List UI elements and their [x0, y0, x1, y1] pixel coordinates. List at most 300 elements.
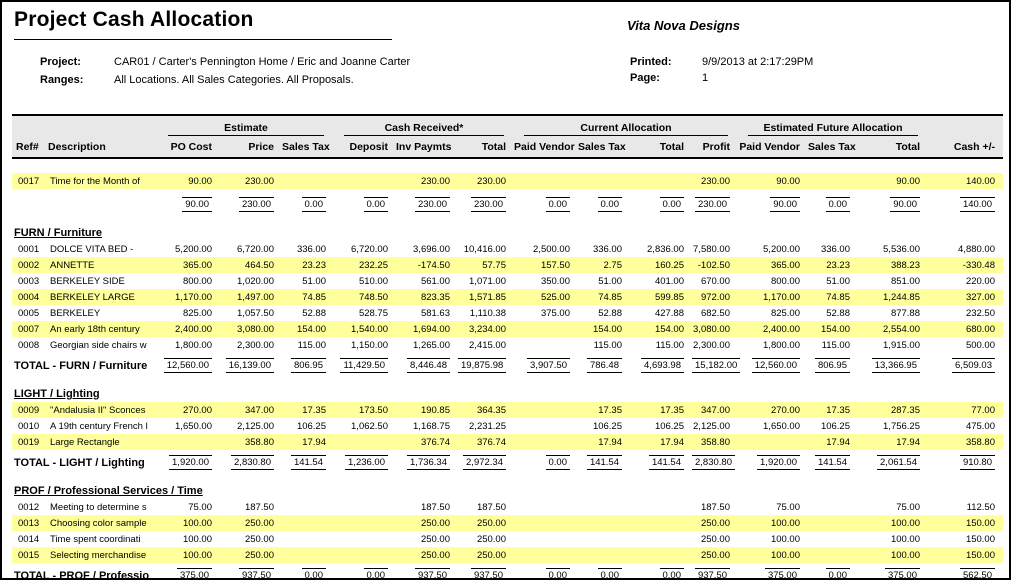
total-row	[12, 355, 1003, 376]
value-cell: 4,880.00	[958, 243, 995, 255]
ranges-label: Ranges:	[40, 74, 84, 86]
value-cell: 100.00	[182, 533, 212, 545]
value-cell: 250.00	[420, 533, 450, 545]
value-cell: 115.00	[593, 339, 622, 351]
value-cell: 2,231.25	[469, 420, 506, 432]
underlined-total: 13,366.95	[872, 358, 920, 373]
total-value-cell	[692, 358, 738, 373]
value-cell: 115.00	[655, 339, 684, 351]
underlined-total: 0.00	[598, 568, 623, 580]
value-cell: 376.74	[420, 436, 450, 448]
underlined-total: 2,830.80	[231, 455, 274, 470]
table-body	[12, 159, 1003, 580]
value-cell: 825.00	[770, 307, 800, 319]
value-cell: 100.00	[890, 549, 920, 561]
ref-cell: 0003	[18, 275, 40, 287]
value-cell: 230.00	[700, 175, 730, 187]
value-cell: 17.94	[826, 436, 850, 448]
total-value-cell	[396, 455, 458, 470]
value-cell: 74.85	[598, 291, 622, 303]
value-cell: 90.00	[776, 175, 800, 187]
ref-cell: 0014	[18, 533, 40, 545]
item-row	[12, 289, 1003, 305]
underlined-total: 375.00	[765, 568, 800, 580]
total-value-cell	[220, 455, 282, 470]
total-value-cell	[738, 358, 808, 373]
value-cell: 17.94	[598, 436, 622, 448]
col-sales-tax-current: Sales Tax	[578, 141, 626, 153]
total-value-cell	[858, 568, 928, 580]
value-cell: 187.50	[244, 501, 274, 513]
group-estimate: Estimate	[168, 122, 324, 136]
underlined-total: 90.00	[770, 197, 800, 212]
underlined-total: 4,693.98	[641, 358, 684, 373]
description-cell: BERKELEY	[50, 307, 101, 319]
total-value-cell	[514, 568, 578, 580]
underlined-total: 11,429.50	[340, 358, 388, 373]
value-cell: 475.00	[965, 420, 995, 432]
total-value-cell	[578, 197, 630, 212]
value-cell: 140.00	[965, 175, 995, 187]
group-current-allocation: Current Allocation	[524, 122, 728, 136]
total-value-cell	[396, 358, 458, 373]
value-cell: 2,400.00	[763, 323, 800, 335]
total-value-cell	[630, 358, 692, 373]
value-cell: 250.00	[476, 533, 506, 545]
underlined-total: 0.00	[546, 455, 571, 470]
value-cell: 250.00	[700, 517, 730, 529]
total-value-cell	[282, 455, 334, 470]
underlined-total: 0.00	[546, 197, 571, 212]
value-cell: 2,415.00	[469, 339, 506, 351]
value-cell: 464.50	[244, 259, 274, 271]
underlined-total: 19,875.98	[458, 358, 506, 373]
total-value-cell	[220, 197, 282, 212]
description-cell: BERKELEY SIDE	[50, 275, 125, 287]
total-label: TOTAL - FURN / Furniture	[14, 359, 148, 372]
value-cell: 10,416.00	[463, 243, 506, 255]
total-value-cell	[220, 358, 282, 373]
item-row	[12, 257, 1003, 273]
underlined-total: 6,509.03	[952, 358, 995, 373]
value-cell: 825.00	[182, 307, 212, 319]
total-value-cell	[458, 568, 514, 580]
report-title: Project Cash Allocation	[14, 8, 392, 40]
col-profit: Profit	[702, 141, 730, 153]
value-cell: 270.00	[182, 404, 212, 416]
underlined-total: 3,907.50	[527, 358, 570, 373]
value-cell: 154.00	[654, 323, 684, 335]
value-cell: 800.00	[182, 275, 212, 287]
value-cell: 100.00	[770, 517, 800, 529]
value-cell: 336.00	[592, 243, 622, 255]
value-cell: 347.00	[244, 404, 274, 416]
value-cell: 17.35	[302, 404, 326, 416]
total-value-cell	[858, 358, 928, 373]
underlined-total: 141.54	[649, 455, 684, 470]
description-cell: Choosing color sample	[50, 517, 147, 529]
value-cell: 2,300.00	[237, 339, 274, 351]
underlined-total: 8,446.48	[407, 358, 450, 373]
value-cell: 23.23	[302, 259, 326, 271]
value-cell: 115.00	[297, 339, 326, 351]
value-cell: 6,720.00	[237, 243, 274, 255]
value-cell: 2,554.00	[883, 323, 920, 335]
value-cell: 5,200.00	[175, 243, 212, 255]
value-cell: 1,540.00	[351, 323, 388, 335]
value-cell: 2.75	[603, 259, 622, 271]
total-value-cell	[928, 358, 1003, 373]
value-cell: 52.88	[598, 307, 622, 319]
value-cell: 500.00	[965, 339, 995, 351]
total-value-cell	[334, 568, 396, 580]
ref-cell: 0008	[18, 339, 40, 351]
value-cell: -102.50	[697, 259, 730, 271]
underlined-total: 0.00	[302, 568, 327, 580]
description-cell: BERKELEY LARGE	[50, 291, 135, 303]
value-cell: 173.50	[358, 404, 388, 416]
company-name: Vita Nova Designs	[627, 18, 740, 33]
total-value-cell	[514, 455, 578, 470]
value-cell: 6,720.00	[351, 243, 388, 255]
value-cell: 682.50	[700, 307, 730, 319]
value-cell: 599.85	[654, 291, 684, 303]
value-cell: 7,580.00	[693, 243, 730, 255]
total-value-cell	[158, 568, 220, 580]
value-cell: 680.00	[965, 323, 995, 335]
underlined-total: 230.00	[239, 197, 274, 212]
value-cell: 1,756.25	[883, 420, 920, 432]
value-cell: 1,650.00	[763, 420, 800, 432]
total-value-cell	[334, 455, 396, 470]
value-cell: 365.00	[770, 259, 800, 271]
value-cell: 250.00	[244, 517, 274, 529]
value-cell: 823.35	[420, 291, 450, 303]
total-value-cell	[396, 568, 458, 580]
value-cell: 106.25	[654, 420, 684, 432]
value-cell: -174.50	[417, 259, 450, 271]
spacer	[12, 189, 1003, 192]
value-cell: 51.00	[302, 275, 326, 287]
value-cell: 106.25	[296, 420, 326, 432]
value-cell: 510.00	[358, 275, 388, 287]
total-value-cell	[928, 568, 1003, 580]
item-row	[12, 305, 1003, 321]
project-label: Project:	[40, 56, 81, 68]
underlined-total: 230.00	[471, 197, 506, 212]
value-cell: 100.00	[890, 517, 920, 529]
underlined-total: 1,920.00	[757, 455, 800, 470]
value-cell: 2,400.00	[175, 323, 212, 335]
subtotal-row	[12, 194, 1003, 215]
total-value-cell	[692, 197, 738, 212]
item-row	[12, 337, 1003, 353]
total-value-cell	[220, 568, 282, 580]
value-cell: 336.00	[296, 243, 326, 255]
value-cell: 670.00	[700, 275, 730, 287]
value-cell: 427.88	[654, 307, 684, 319]
item-row	[12, 515, 1003, 531]
col-price: Price	[248, 141, 274, 153]
description-cell: Georgian side chairs w	[50, 339, 147, 351]
value-cell: -330.48	[962, 259, 995, 271]
value-cell: 75.00	[776, 501, 800, 513]
total-value-cell	[282, 197, 334, 212]
value-cell: 154.00	[592, 323, 622, 335]
group-cash-received: Cash Received*	[344, 122, 504, 136]
value-cell: 2,300.00	[693, 339, 730, 351]
item-row	[12, 173, 1003, 189]
value-cell: 2,836.00	[647, 243, 684, 255]
value-cell: 17.94	[660, 436, 684, 448]
value-cell: 74.85	[826, 291, 850, 303]
description-cell: ANNETTE	[50, 259, 95, 271]
total-value-cell	[692, 568, 738, 580]
total-value-cell	[928, 197, 1003, 212]
value-cell: 800.00	[770, 275, 800, 287]
value-cell: 230.00	[476, 175, 506, 187]
underlined-total: 937.50	[695, 568, 730, 580]
value-cell: 100.00	[890, 533, 920, 545]
total-value-cell	[738, 197, 808, 212]
col-description: Description	[48, 141, 106, 153]
total-value-cell	[808, 568, 858, 580]
col-cash-plus-minus: Cash +/-	[953, 141, 995, 153]
value-cell: 150.00	[965, 533, 995, 545]
ref-cell: 0015	[18, 549, 40, 561]
value-cell: 250.00	[700, 549, 730, 561]
underlined-total: 230.00	[415, 197, 450, 212]
value-cell: 17.94	[302, 436, 326, 448]
value-cell: 100.00	[770, 533, 800, 545]
ref-cell: 0001	[18, 243, 40, 255]
value-cell: 877.88	[890, 307, 920, 319]
value-cell: 90.00	[896, 175, 920, 187]
total-value-cell	[578, 358, 630, 373]
value-cell: 1,170.00	[763, 291, 800, 303]
total-label: TOTAL - LIGHT / Lighting	[14, 456, 145, 469]
item-row	[12, 434, 1003, 450]
value-cell: 232.25	[358, 259, 388, 271]
item-row	[12, 402, 1003, 418]
underlined-total: 1,236.00	[345, 455, 388, 470]
value-cell: 100.00	[182, 517, 212, 529]
value-cell: 75.00	[188, 501, 212, 513]
item-row	[12, 418, 1003, 434]
value-cell: 90.00	[188, 175, 212, 187]
value-cell: 1,062.50	[351, 420, 388, 432]
underlined-total: 90.00	[182, 197, 212, 212]
col-total-future: Total	[895, 141, 920, 153]
ref-cell: 0013	[18, 517, 40, 529]
col-total-current: Total	[659, 141, 684, 153]
total-value-cell	[738, 568, 808, 580]
value-cell: 358.80	[244, 436, 274, 448]
value-cell: 1,020.00	[237, 275, 274, 287]
underlined-total: 0.00	[660, 197, 685, 212]
total-value-cell	[458, 358, 514, 373]
value-cell: 100.00	[182, 549, 212, 561]
underlined-total: 141.54	[815, 455, 850, 470]
col-inv-paymts: Inv Paymts	[396, 141, 452, 153]
total-value-cell	[928, 455, 1003, 470]
value-cell: 388.23	[890, 259, 920, 271]
underlined-total: 2,830.80	[692, 455, 735, 470]
value-cell: 581.63	[420, 307, 450, 319]
value-cell: 115.00	[821, 339, 850, 351]
description-cell: "Andalusia II" Sconces	[50, 404, 146, 416]
description-cell: Selecting merchandise	[50, 549, 147, 561]
value-cell: 1,497.00	[237, 291, 274, 303]
value-cell: 190.85	[420, 404, 450, 416]
ref-cell: 0010	[18, 420, 40, 432]
total-value-cell	[458, 455, 514, 470]
ranges-value: All Locations. All Sales Categories. All Proposals.	[114, 74, 354, 86]
value-cell: 150.00	[965, 549, 995, 561]
ref-cell: 0005	[18, 307, 40, 319]
project-value: CAR01 / Carter's Pennington Home / Eric and Joanne Carter	[114, 56, 411, 68]
total-value-cell	[458, 197, 514, 212]
description-cell: Time spent coordinati	[50, 533, 141, 545]
total-value-cell	[578, 455, 630, 470]
underlined-total: 0.00	[302, 197, 327, 212]
value-cell: 154.00	[296, 323, 326, 335]
value-cell: 347.00	[700, 404, 730, 416]
value-cell: 74.85	[302, 291, 326, 303]
underlined-total: 90.00	[890, 197, 920, 212]
ref-cell: 0004	[18, 291, 40, 303]
value-cell: 3,080.00	[693, 323, 730, 335]
underlined-total: 937.50	[415, 568, 450, 580]
value-cell: 358.80	[700, 436, 730, 448]
value-cell: 106.25	[820, 420, 850, 432]
value-cell: 336.00	[820, 243, 850, 255]
ref-cell: 0017	[18, 175, 40, 187]
value-cell: 748.50	[358, 291, 388, 303]
value-cell: 17.35	[826, 404, 850, 416]
value-cell: 154.00	[820, 323, 850, 335]
ref-cell: 0009	[18, 404, 40, 416]
value-cell: 250.00	[244, 533, 274, 545]
value-cell: 160.25	[654, 259, 684, 271]
value-cell: 112.50	[966, 501, 995, 513]
item-row	[12, 321, 1003, 337]
value-cell: 51.00	[598, 275, 622, 287]
description-cell: An early 18th century	[50, 323, 140, 335]
item-row	[12, 547, 1003, 563]
column-group-row	[12, 119, 1003, 136]
value-cell: 2,500.00	[533, 243, 570, 255]
value-cell: 1,057.50	[237, 307, 274, 319]
value-cell: 250.00	[244, 549, 274, 561]
ref-cell: 0019	[18, 436, 40, 448]
value-cell: 1,650.00	[175, 420, 212, 432]
printed-value: 9/9/2013 at 2:17:29PM	[702, 56, 814, 68]
underlined-total: 12,560.00	[752, 358, 800, 373]
ref-cell: 0012	[18, 501, 40, 513]
underlined-total: 375.00	[885, 568, 920, 580]
value-cell: 232.50	[965, 307, 995, 319]
section-header: LIGHT / Lighting	[14, 388, 100, 400]
value-cell: 1,800.00	[763, 339, 800, 351]
report-table	[12, 114, 1003, 580]
col-paid-vendor-future: Paid Vendor	[739, 141, 800, 153]
item-row	[12, 531, 1003, 547]
table-header	[12, 114, 1003, 159]
printed-label: Printed:	[630, 56, 672, 68]
value-cell: 3,696.00	[413, 243, 450, 255]
value-cell: 2,125.00	[693, 420, 730, 432]
value-cell: 250.00	[420, 549, 450, 561]
underlined-total: 806.95	[291, 358, 326, 373]
underlined-total: 0.00	[364, 197, 389, 212]
value-cell: 851.00	[890, 275, 920, 287]
total-row	[12, 452, 1003, 473]
value-cell: 230.00	[420, 175, 450, 187]
value-cell: 1,244.85	[883, 291, 920, 303]
value-cell: 57.75	[482, 259, 506, 271]
value-cell: 157.50	[540, 259, 570, 271]
total-value-cell	[808, 197, 858, 212]
total-row	[12, 565, 1003, 580]
item-row	[12, 241, 1003, 257]
underlined-total: 2,061.54	[877, 455, 920, 470]
value-cell: 250.00	[476, 517, 506, 529]
total-value-cell	[158, 197, 220, 212]
description-cell: Time for the Month of	[50, 175, 140, 187]
description-cell: A 19th century French l	[50, 420, 148, 432]
underlined-total: 140.00	[960, 197, 995, 212]
value-cell: 1,168.75	[413, 420, 450, 432]
underlined-total: 562.50	[960, 568, 995, 580]
total-value-cell	[282, 568, 334, 580]
value-cell: 1,915.00	[883, 339, 920, 351]
description-cell: Large Rectangle	[50, 436, 120, 448]
value-cell: 1,110.38	[469, 307, 506, 319]
value-cell: 1,694.00	[413, 323, 450, 335]
section-header: FURN / Furniture	[14, 227, 102, 239]
description-cell: DOLCE VITA BED -	[50, 243, 134, 255]
total-label: TOTAL - PROF / Professio	[14, 569, 150, 580]
value-cell: 972.00	[700, 291, 730, 303]
total-value-cell	[334, 358, 396, 373]
value-cell: 220.00	[965, 275, 995, 287]
item-row	[12, 273, 1003, 289]
underlined-total: 937.50	[471, 568, 506, 580]
total-value-cell	[334, 197, 396, 212]
value-cell: 77.00	[971, 404, 995, 416]
value-cell: 187.50	[476, 501, 506, 513]
underlined-total: 2,972.34	[463, 455, 506, 470]
value-cell: 75.00	[896, 501, 920, 513]
group-estimated-future-allocation: Estimated Future Allocation	[748, 122, 918, 136]
total-value-cell	[578, 568, 630, 580]
value-cell: 52.88	[302, 307, 326, 319]
underlined-total: 806.95	[815, 358, 850, 373]
underlined-total: 141.54	[291, 455, 326, 470]
value-cell: 23.23	[826, 259, 850, 271]
total-value-cell	[158, 358, 220, 373]
value-cell: 187.50	[420, 501, 450, 513]
underlined-total: 15,182.00	[692, 358, 740, 373]
underlined-total: 910.80	[960, 455, 995, 470]
value-cell: 376.74	[476, 436, 506, 448]
page-number-label: Page:	[630, 72, 660, 84]
value-cell: 52.88	[826, 307, 850, 319]
total-value-cell	[630, 197, 692, 212]
section-header: PROF / Professional Services / Time	[14, 485, 203, 497]
total-value-cell	[858, 197, 928, 212]
